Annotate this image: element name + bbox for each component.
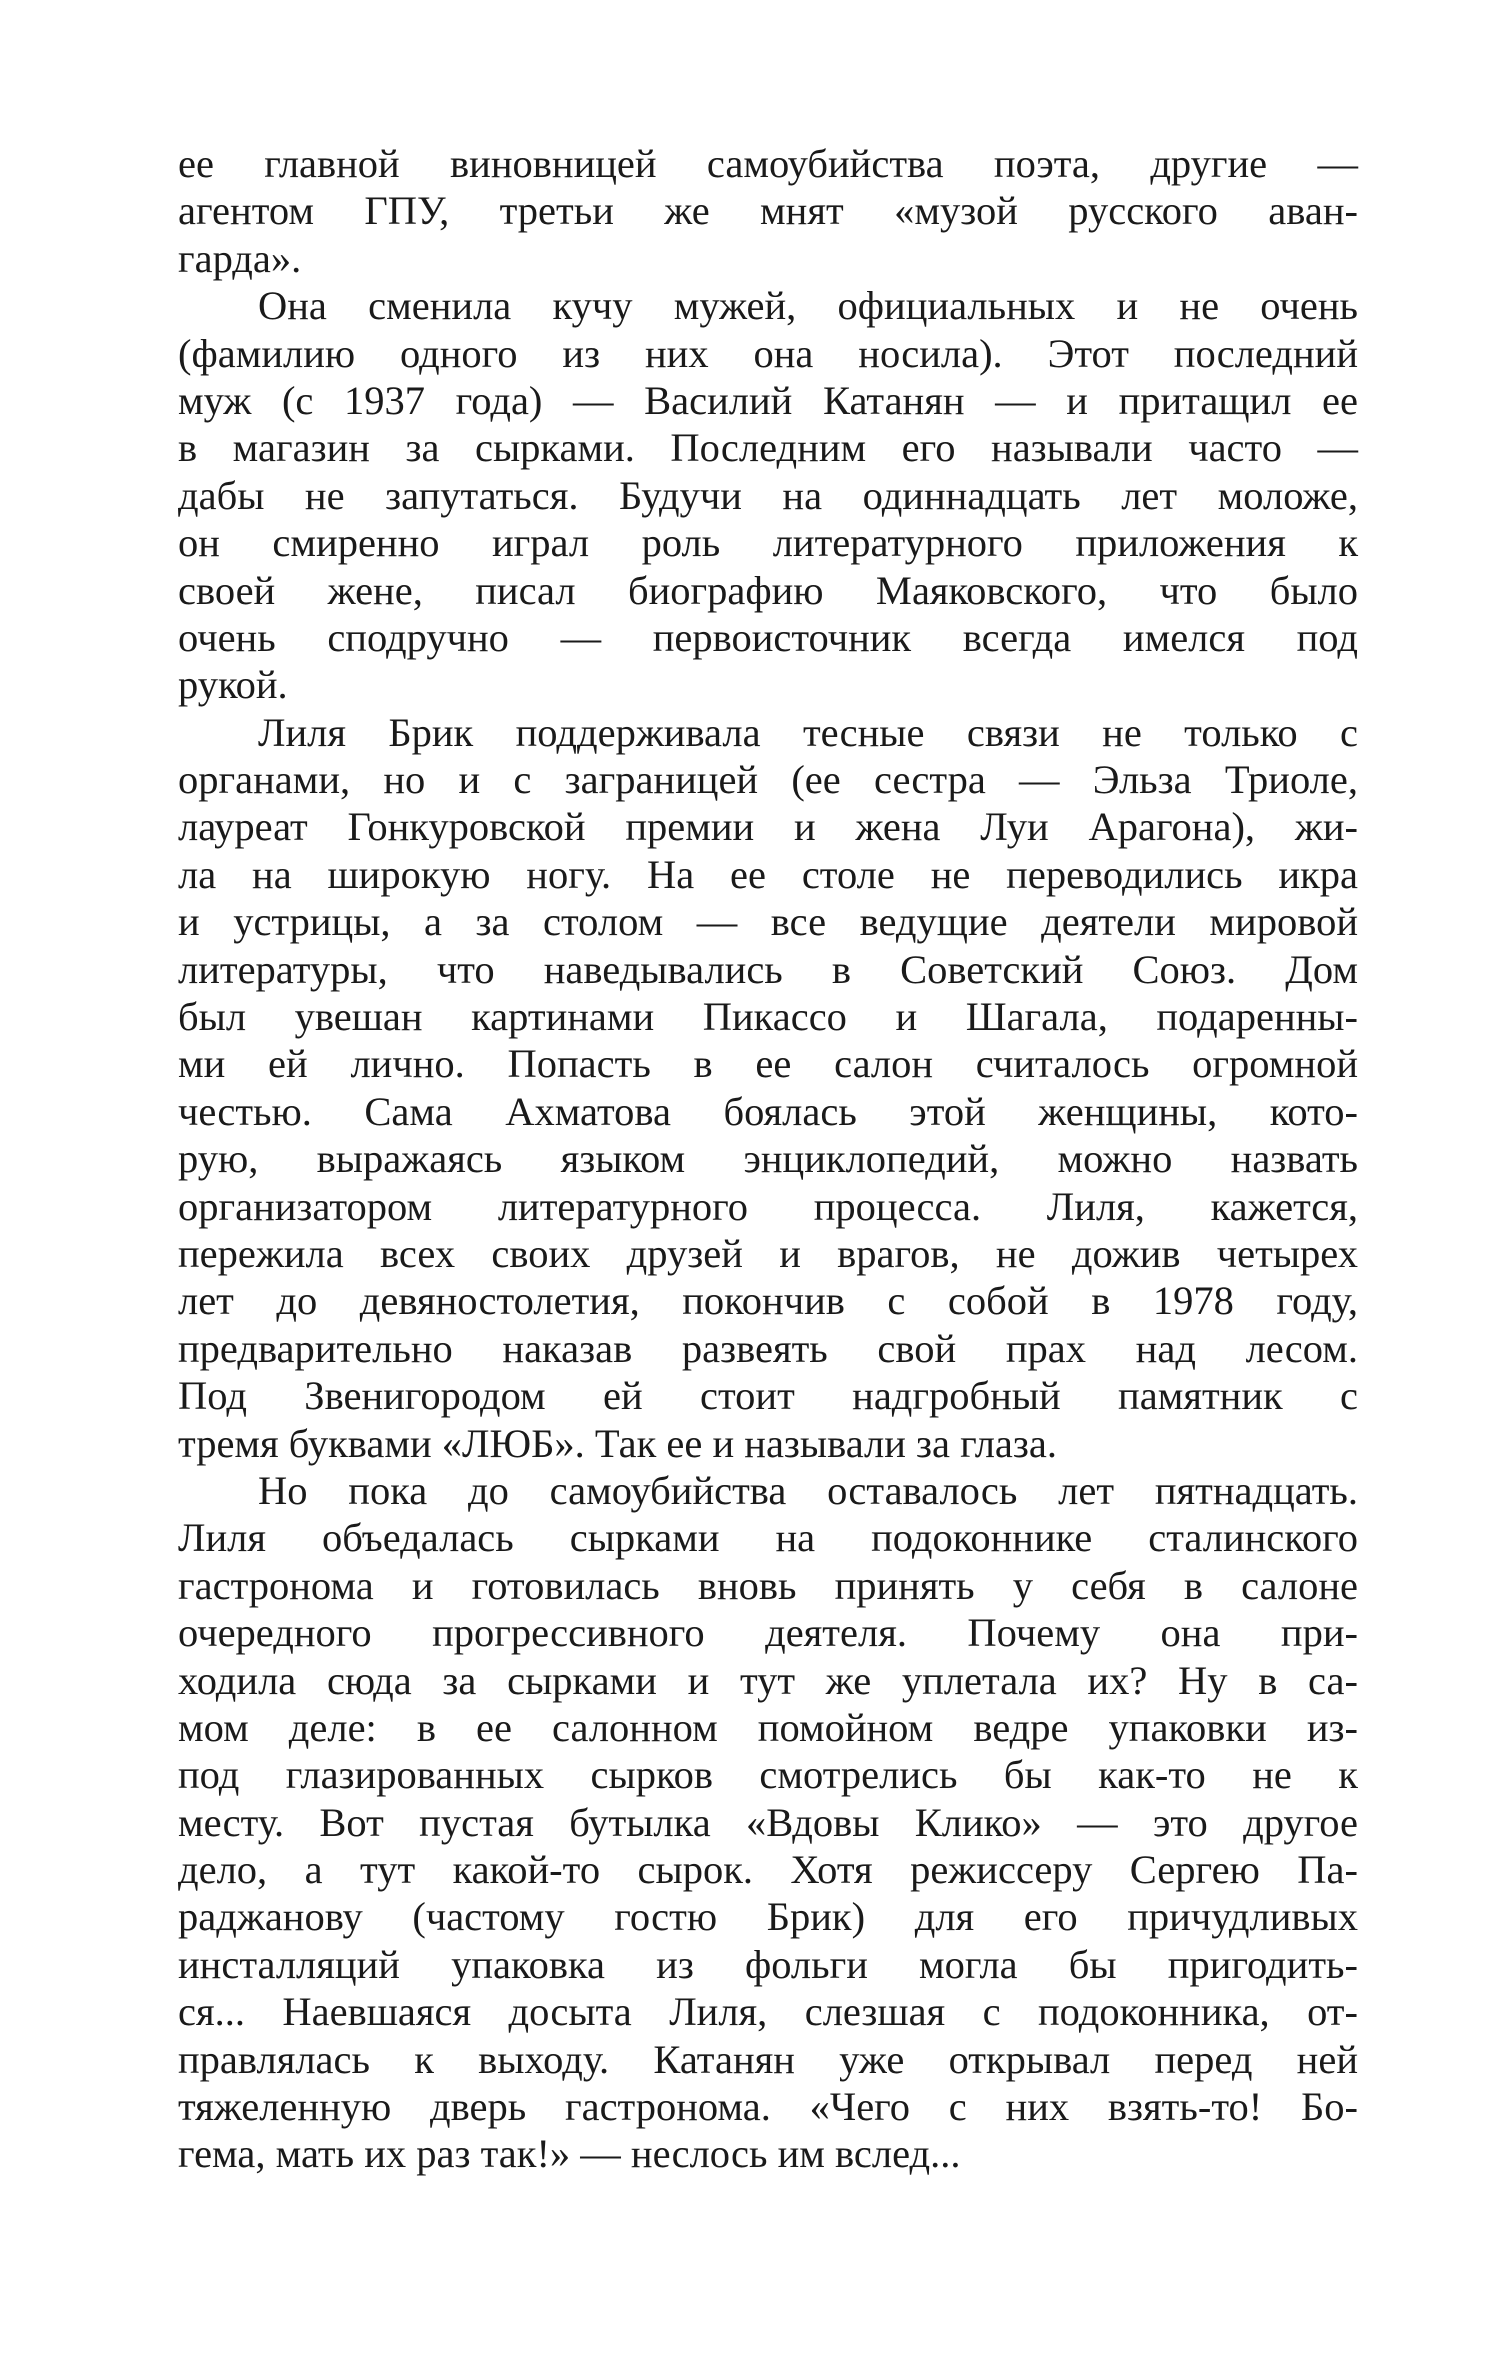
text-line: в магазин за сырками. Последним его называли часто — [178,425,1358,471]
text-line: муж (с 1937 года) — Василий Катанян — и притащил ее [178,377,1358,423]
text-line: органами, но и с заграницей (ее сестра — Эльза Триоле, [178,757,1358,803]
text-line: инсталляций упаковка из фольги могла бы пригодить- [178,1941,1358,1987]
paragraph [178,282,1358,709]
body-text [178,140,1358,2178]
text-line: Под Звенигородом ей стоит надгробный памятник с [178,1373,1358,1419]
text-line: и устрицы, а за столом — все ведущие деятели мировой [178,899,1358,945]
text-line: под глазированных сырков смотрелись бы как-то не к [178,1752,1358,1798]
text-line: рукой. [178,662,288,708]
paragraph [178,140,1358,282]
text-line: ходила сюда за сырками и тут же уплетала их? Ну в са- [178,1657,1358,1703]
text-line: дабы не запутаться. Будучи на одиннадцать лет моложе, [178,472,1358,518]
text-line: гастронома и готовилась вновь принять у себя в салоне [178,1562,1358,1608]
text-line: агентом ГПУ, третьи же мнят «музой русского аван- [178,188,1358,234]
text-line: организатором литературного процесса. Лиля, кажется, [178,1183,1358,1229]
text-line: пережила всех своих друзей и врагов, не дожив четырех [178,1230,1358,1276]
text-line: месту. Вот пустая бутылка «Вдовы Клико» — это другое [178,1799,1358,1845]
text-line: ее главной виновницей самоубийства поэта, другие — [178,141,1358,186]
text-line: гарда». [178,235,302,281]
paragraph [178,709,1358,1467]
text-line: Но пока до самоубийства оставалось лет пятнадцать. [258,1467,1358,1513]
text-line: он смиренно играл роль литературного приложения к [178,520,1358,566]
text-line: ся... Наевшаяся досыта Лиля, слезшая с подоконника, от- [178,1989,1358,2035]
text-line: рую, выражаясь языком энциклопедий, можно назвать [178,1136,1358,1182]
text-line: Лиля Брик поддерживала тесные связи не только с [258,709,1358,755]
text-line: раджанову (частому гостю Брик) для его причудливых [178,1894,1358,1940]
text-line: дело, а тут какой-то сырок. Хотя режиссеру Сергею Па- [178,1847,1358,1893]
text-line: ми ей лично. Попасть в ее салон считалось огромной [178,1041,1358,1087]
text-line: Лиля объедалась сырками на подоконнике сталинского [178,1515,1358,1561]
text-line: своей жене, писал биографию Маяковского, что было [178,567,1358,613]
text-line: мом деле: в ее салонном помойном ведре упаковки из- [178,1704,1358,1750]
text-line: Она сменила кучу мужей, официальных и не очень [258,283,1358,329]
text-line: правлялась к выходу. Катанян уже открывал перед ней [178,2036,1358,2082]
text-line: очень сподручно — первоисточник всегда имелся под [178,614,1358,660]
text-line: гема, мать их раз так!» — неслось им вслед... [178,2131,961,2177]
text-line: очередного прогрессивного деятеля. Почему она при- [178,1610,1358,1656]
paragraph [178,1467,1358,2178]
text-line: лет до девяностолетия, покончив с собой в 1978 году, [178,1278,1358,1324]
text-line: лауреат Гонкуровской премии и жена Луи Арагона), жи- [178,804,1358,850]
text-line: тремя буквами «ЛЮБ». Так ее и называли за глаза. [178,1420,1057,1466]
text-line: тяжеленную дверь гастронома. «Чего с них взять-то! Бо- [178,2084,1358,2130]
text-line: честью. Сама Ахматова боялась этой женщины, кото- [178,1088,1358,1134]
text-line: литературы, что наведывались в Советский Союз. Дом [178,946,1358,992]
text-line: был увешан картинами Пикассо и Шагала, подаренны- [178,994,1358,1040]
text-line: ла на широкую ногу. На ее столе не переводились икра [178,851,1358,897]
text-line: предварительно наказав развеять свой прах над лесом. [178,1325,1358,1371]
text-line: (фамилию одного из них она носила). Этот последний [178,330,1358,376]
